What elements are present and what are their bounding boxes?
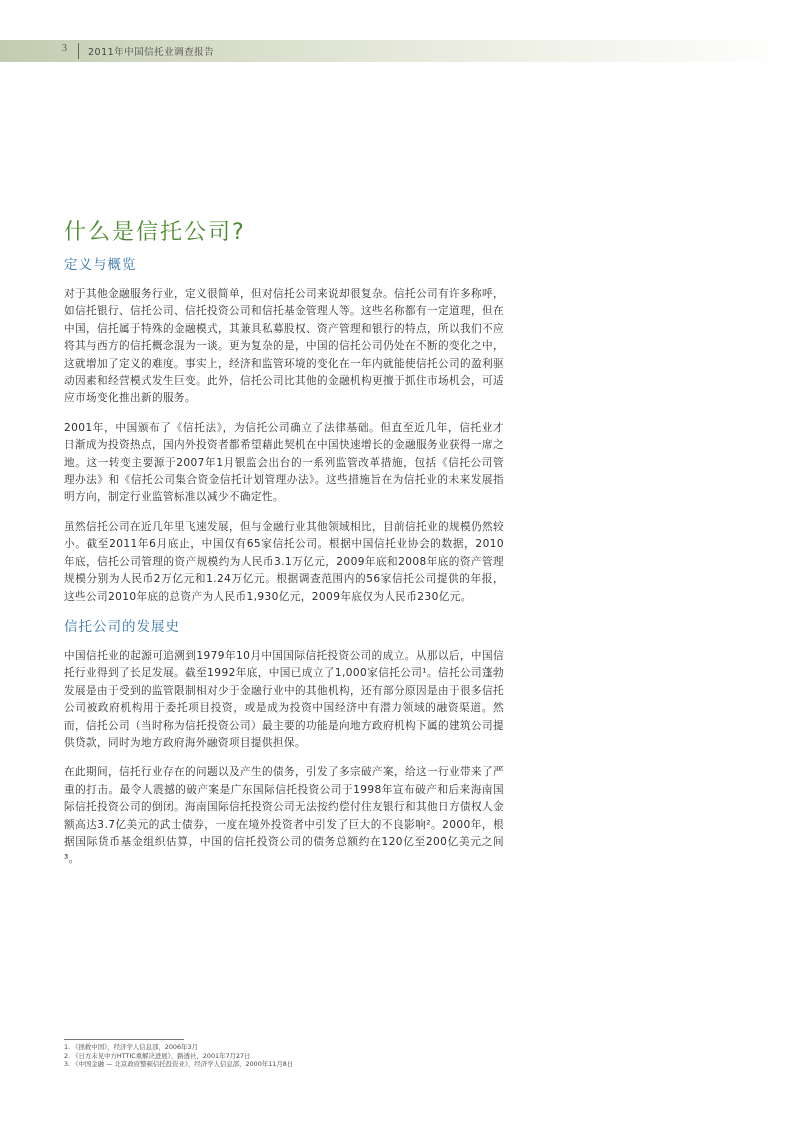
footnote: 3. 《中国金融 — 北京政府整顿信托投资业》，经济学人信息部，2000年11月8日 <box>64 1060 294 1069</box>
footnote: 1. 《拯救中国》，经济学人信息部，2006年3月 <box>64 1043 198 1051</box>
section-heading-history: 信托公司的发展史 <box>64 618 180 635</box>
paragraph: 中国信托业的起源可追溯到1979年10月中国国际信托投资公司的成立。从那以后，中国信托行业得到了长足发展。截至1992年底，中国已成立了1,000家信托公司¹。信托公司蓬勃发展是由于受到的监管限制相对少于金融行业中的其他机构，还有部分原因是由于很多信托公司被政府机构用于委托项目投资，或是成为投资中国经济中有潜力领域的融资渠道。然而，信托公司（当时称为信托投资公司）最主要的功能是向地方政府机构下属的建筑公司提供贷款，同时为地方政府海外融资项目提供担保。 <box>64 649 504 749</box>
paragraph: 对于其他金融服务行业，定义很简单，但对信托公司来说却很复杂。信托公司有许多称呼，如信托银行、信托公司、信托投资公司和信托基金管理人等。这些名称都有一定道理，但在中国，信托属于特殊的金融模式，其兼具私募股权、资产管理和银行的特点，所以我们不应将其与西方的信托概念混为一谈。更为复杂的是，中国的信托公司仍处在不断的变化之中，这就增加了定义的难度。事实上，经济和监管环境的变化在一年内就能使信托公司的盈利驱动因素和经营模式发生巨变。此外，信托公司比其他的金融机构更擅于抓住市场机会，可适应市场变化推出新的服务。 <box>64 288 504 405</box>
footnote: 2. 《日方未见中方HTTIC重解决进展》，路透社，2001年7月27日 <box>64 1051 251 1060</box>
paragraph: 2001年，中国颁布了《信托法》，为信托公司确立了法律基础。但直至近几年，信托业才日渐成为投资热点，国内外投资者都希望藉此契机在中国快速增长的金融服务业获得一席之地。这一转变主要源于2007年1月银监会出台的一系列监管改革措施，包括《信托公司管理办法》和《信托公司集合资金信托计划管理办法》。这些措施旨在为信托业的未来发展指明方向，制定行业监管标准以减少不确定性。 <box>64 421 504 504</box>
footnote-divider <box>64 1039 184 1040</box>
footnotes <box>64 1043 504 1069</box>
main-content <box>64 218 504 881</box>
running-header-title: 2011年中国信托业调查报告 <box>88 47 215 58</box>
page-title: 什么是信托公司? <box>64 220 246 245</box>
header-divider <box>78 43 79 59</box>
paragraph: 在此期间，信托行业存在的问题以及产生的债务，引发了多宗破产案，给这一行业带来了严重的打击。最令人震撼的破产案是广东国际信托投资公司于1998年宣布破产和后来海南国际信托投资公司的倒闭。海南国际信托投资公司无法按约偿付住友银行和其他日方债权人金额高达3.7亿美元的武士债券，一度在境外投资者中引发了巨大的不良影响²。2000年，根据国际货币基金组织估算，中国的信托投资公司的债务总额约在120亿至200亿美元之间³。 <box>64 766 504 866</box>
section-heading-definition: 定义与概览 <box>64 257 137 273</box>
page-number: 3 <box>62 43 67 54</box>
paragraph: 虽然信托公司在近几年里飞速发展，但与金融行业其他领域相比，目前信托业的规模仍然较小。截至2011年6月底止，中国仅有65家信托公司。根据中国信托业协会的数据，2010年底，信托公司管理的资产规模约为人民币3.1万亿元，2009年底和2008年底的资产管理规模分别为人民币2万亿元和1.24万亿元。根据调查范围内的56家信托公司提供的年报，这些公司2010年底的总资产为人民币1,930亿元，2009年底仅为人民币230亿元。 <box>64 520 504 603</box>
